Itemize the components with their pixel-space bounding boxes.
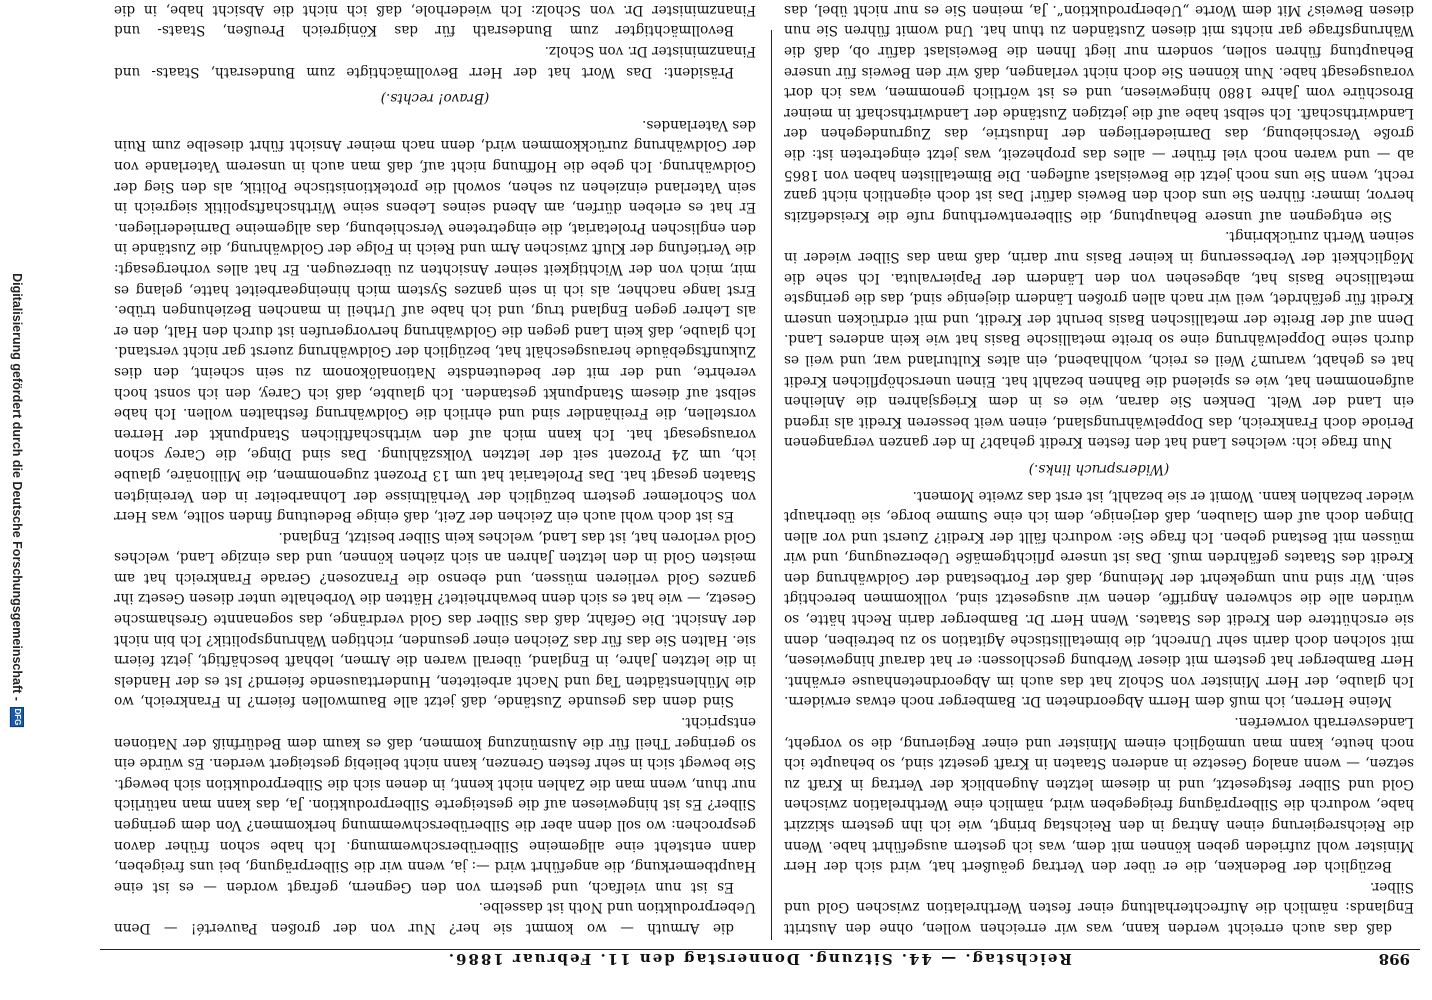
page-title: Reichstag. — 44. Sitzung. Donnerstag den 11. Februar 1886. — [446, 950, 1072, 968]
paragraph: Meine Herren, ich muß dem Herrn Abgeordneten Dr. Bamberger noch etwas erwidern. Ich glaube, der Herr Minister von Scholz hat das auch im Abgeordnetenhause erwähnt. Herr Bamberger hat gestern mit dieser Werbung geschlossen: er hat darauf hingewiesen, mit solchen doch darin sehr Unrecht, die bimetallistische Agitation so zu betreiben, denn sie erschüttere den Kredit des Staates. Wenn Herr Dr. Bamberger darin Recht hätte, so würden alle die schweren Angriffe, denen wir ausgesetzt sind, vollkommen berechtigt sein. Wir sind nun umgekehrt der Meinung, daß der Fortbestand der Goldwährung den Kredit des Staates gefährden muß. Das ist unsere pflichtgemäße Ueberzeugung, und wir müssen mit Bestand geben. Ich frage Sie: wodurch fällt der Kredit? Zuerst und vor allen Dingen doch auf dem Glauben, daß derjenige, dem ich eine Summe borge, sie überhaupt wieder bezahlen kann. Womit er sie bezahlt, ist erst das zweite Moment. — [784, 487, 1414, 710]
paragraph: (Bravo! rechts.) — [380, 90, 490, 107]
paragraph: Sie entgegnen auf unsere Behauptung, die Silberentwerthung rufe die Kreisdefizits hervor, immer: führen Sie uns doch den Beweis dafür! Das ist doch eigentlich nicht ganz recht, wenn Sie uns noch jetzt die Beweislast auflegen. Die Bimetallisten haben von 1865 ab — und waren noch viel früher — alles das prophezeit, was jetzt eingetreten ist: die große Verschiebung, das Darniederliegen der Industrie, das Zugrundegehen der Landwirthschaft. Ich selbst habe auf die jetzigen Zustände der Landwirthschaft in meiner Broschüre vom Jahre 1880 hingewiesen, und es ist wörtlich genommen, was ich dort vorausgesagt habe. Nun können Sie doch nicht verlangen, daß wir den Beweis für unsere Behauptung führen sollen, sondern nur liegt Ihnen die Beweislast dafür ob, daß die Währungsfrage gar nichts mit diesen Zuständen zu thun hat. Und womit führen Sie nun diesen Beweis? Mit dem Worte „Ueberproduktion“. Ja, meinen Sie es nur nicht übel, das — [784, 1, 1414, 224]
credit-text: Digitalisierung gefördert durch die Deutsche Forschungsgemeinschaft - — [10, 273, 25, 701]
paragraph: Bevollmächtigter zum Bundesrath für das Königreich Preußen, Staats- und Finanzminister Dr. von Scholz: Ich wiederhole, daß ich nicht die Absicht habe, in die — [114, 1, 756, 39]
paragraph: Nun frage ich: welches Land hat den festen Kredit gehabt? In der ganzen vergangenen Periode doch Frankreich, das Doppelwährungsland, einen weit besseren Kredit als irgend ein Land der Welt. Denken Sie daran, wie es in dem Kriegsjahren die Anleihen aufgenommen hat, wie es spielend die Bahnen bezahlt hat. Einen unerschöpflichen Kredit hat es gehabt, warum? Weil es reich, wohlhabend, ein altes Kulturland war, und weil es durch seine Doppelwährung eine so breite metallische Basis hat wie kein anderes Land. Denn auf der Breite der metallischen Basis beruht der Kredit, und mit erdrücken unsern Kredit für gefährdet, weil wir nach allen großen Ländern diejenige sind, das die geringste metallische Basis hat, abgesehen von den Ländern der Papiervaluta. Ich sehe die Möglichkeit der Verbesserung in keiner Basis nur darin, daß man das Silber wieder in seinen Werth zurückbringt. — [784, 228, 1414, 451]
paragraph: Es ist doch wohl auch ein Zeichen der Zeit, daß einige Bedeutung finden sollte, was Herr von Schorlemer gestern bezüglich der Verhältnisse der Lohnarbeiter in den Vereinigten Staaten gesagt hat. Das Proletariat hat um 13 Prozent zugenommen, die Millionäre, glaube ich, um 24 Prozent seit der letzten Volkszählung. Das sind Dinge, die Carey schon vorausgesagt hat. Ich kann mich auf den wirthschaftlichen Standpunkt der Herren vorstellen, die Freihändler sind und ehrlich die Goldwährung festhalten wollen. Ich habe selbst auf diesem Standpunkt gestanden. Ich glaubte, daß ich Carey, den ich sonst hoch verehrte, und der mit der bedeutendste Nationalökonom zu sein scheint, den dies Zukunftsgebäude herausgeschält hat, bezüglich der Goldwährung zuerst gar nicht verstand. Ich glaube, daß kein Land gegen die Goldwährung hervorgerufen ist durch den Halt, den er als Lehrer gegen England trug, und ich habe auf Urtheil in manchen Beziehungen trübe. Erst lange nachher, als ich in sein ganzes System mich hineingearbeitet hatte, gelang es mir, mich von der Wichtigkeit seiner Ansichten zu überzeugen. Er hat alles vorhergesagt: die Vertiefung der Kluft zwischen Arm und Reich in Folge der Goldwährung, die Zustände in den englischen Proletariat, die eingetretene Verschiebung, das allgemeine Darniederliegen. Er hat es erleben dürfen, am Abend seines Lebens seine Wirthschaftspolitik siegreich in sein Vaterland einziehen zu sehen, sowohl die protektionistische Politik, als den Sieg der Goldwährung. Ich gebe die Hoffnung nicht auf, daß man auch in unserem Vaterlande von der Goldwährung zurückkommen wird, denn nach meiner Ansicht führt dieselbe zum Ruin des Vaterlandes. — [114, 116, 756, 525]
page-header — [100, 949, 1420, 980]
paragraph: Sind denn das gesunde Zustände, daß jetzt alle Baumwollen feiern? In Frankreich, wo die Mühlenstädten Tag und Nacht arbeiteten, Hunderttausende feiernd? Ist es der Handels in die letzten Jahre, in England, überall waren die Armen, lebhaft beschäftigt, jetzt feiern sie. Halten Sie das für das Zeichen einer gesunden, richtigen Währungspolitik? Ich bin nicht der Ansicht. Die Gefahr, daß das Silber das Gold verdränge, das sogenannte Greshamsche Gesetz, — wie hat es sich denn bewahrheitet? Hätten die Vorbehalte unter diesen Gesetz ihr ganzes Gold verlieren müssen, und ebenso die Franzosen? Gerade Frankreich hat am meisten Gold in den letzten Jahren an sich ziehen können, und das einzige Land, welches Gold verloren hat, ist das Land, welches kein Silber besitzt, England. — [114, 528, 756, 710]
left-column — [784, 1, 1414, 938]
digitization-credit — [4, 0, 30, 1000]
paragraph: (Widerspruch links.) — [1028, 460, 1170, 477]
dfg-logo: DFG — [10, 707, 24, 727]
paragraph: die Armuth — wo kommt sie her? Nur von der großen Pauverté! — Denn Ueberproduktion und Noth ist dasselbe. — [114, 899, 756, 936]
paragraph: Präsident: Das Wort hat der Herr Bevollmächtigte zum Bundesrath, Staats- und Finanzminister Dr. von Scholz. — [114, 43, 756, 80]
page-number: 998 — [1378, 950, 1410, 968]
paragraph: daß das auch erreicht werden kann, was wir erreichen wollen, ohne den Austritt Englands: nämlich die Aufrechterhaltung einer festen Werthrelation zwischen Gold und Silber. — [784, 878, 1414, 936]
right-column — [114, 1, 756, 938]
paragraph: Es ist nun vielfach, und gestern von den Gegnern, gefragt worden — es ist eine Hauptbemerkung, die angeführt wird —: ja, wenn wir die Silberprägung, bei uns freigeben, dann entsteht eine allgemeine Silberüberschwemmung. Ich habe schon früher davon gesprochen: wo soll denn aber die Silberüberschwemmung herkommen? Von dem geringen Silber? Es ist hingewiesen auf die gesteigerte Silberproduktion. Ja, das kann man natürlich nur thun, wenn man die Zahlen nicht kennt, in denen sich die Silberproduktion sich bewegt. Sie bewegt sich in sehr festen Grenzen, kann nicht beliebig gesteigert werden. Es würde ein so geringer Theil für die Ausmünzung kommen, daß es kaum dem Bedürfniß der Nationen entspricht. — [114, 714, 756, 895]
paragraph: Bezüglich der Bedenken, die er über den Vertrag geäußert hat, wird sich der Herr Minister wohl zufrieden geben können mit dem, was ich gestern ausgeführt habe. Wenn die Reichsregierung einen Antrag in den Reichstag bringt, wie ich ihn gestern skizzirt habe, wodurch die Silberprägung freigegeben wird, nämlich eine Werthrelation zwischen Gold und Silber festgesetzt, und in diesem letzten Augenblick der Vertrag in Kraft zu setzen, — wenn analog Gesetze in anderen Staaten in Kraft gesetzt sind, so behaupte ich noch heute, kann man unmöglich einem Minister und einer Regierung, die so vorgeht, Landesverrath vorwerfen. — [784, 714, 1414, 875]
rotated-document — [100, 1, 1420, 980]
column-divider — [771, 30, 772, 940]
